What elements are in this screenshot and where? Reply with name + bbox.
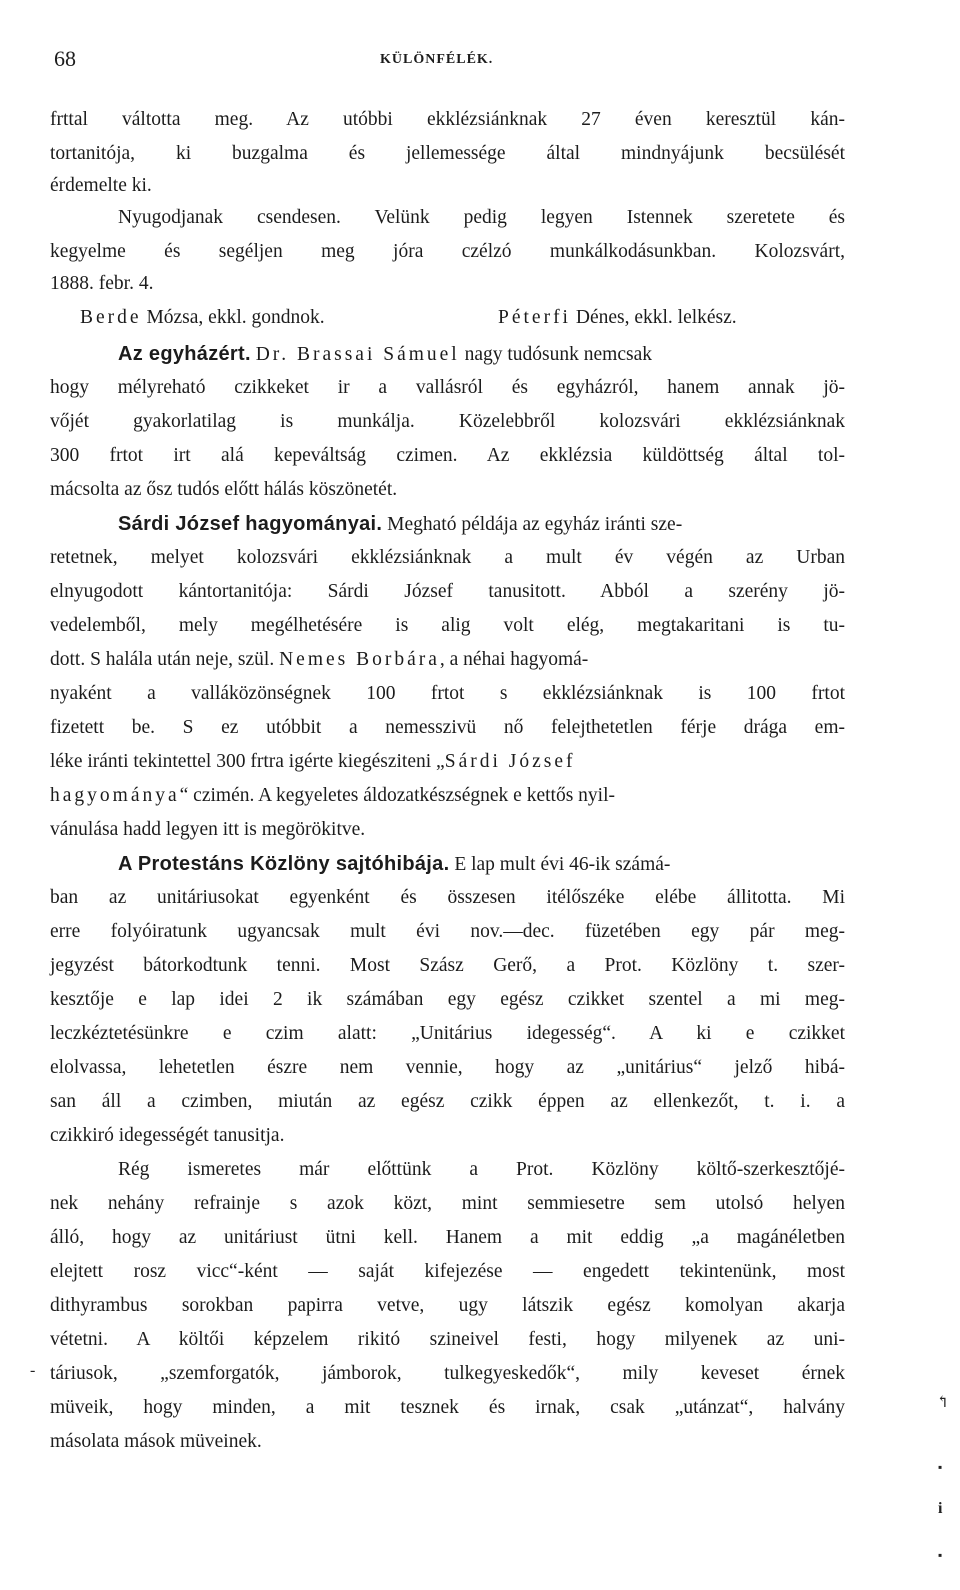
text-line: Rég ismeretes már előttünk a Prot. Közlöny költő-szerkesztőjé- [118, 1159, 845, 1180]
text-line: elnyugodott kántortanitója: Sárdi József tanusitott. Abból a szerény jö- [50, 581, 845, 602]
text-line: dithyrambus sorokban papirra vetve, ugy látszik egész komolyan akarja [50, 1295, 845, 1316]
signature-right [498, 304, 848, 332]
section-egyhazert-line [118, 340, 845, 369]
text-line: másolata mások müveinek. [50, 1431, 262, 1452]
text-line: san áll a czimben, miután az egész czikk éppen az ellenkezőt, t. i. a [50, 1091, 845, 1112]
margin-mark: ↰ [936, 1394, 950, 1411]
text-line: czikkiró idegességét tanusitja. [50, 1125, 285, 1146]
text-line: táriusok, „szemforgatók, jámborok, tulkegyeskedők“, mily keveset érnek [50, 1363, 845, 1384]
margin-dash: - [30, 1362, 36, 1379]
text-line: elejtett rosz vicc“-ként — saját kifejezése — engedett tekintenünk, most [50, 1261, 845, 1282]
text-line: vétetni. A költői képzelem rikitó szineivel festi, hogy milyenek az uni- [50, 1329, 845, 1350]
text-line: vőjét gyakorlatilag is munkálja. Közelebbről kolozsvári ekklézsiánknak [50, 411, 845, 432]
text-line: nyaként a valláközönségnek 100 frtot s ekklézsiánknak is 100 frtot [50, 683, 845, 704]
text-line: jegyzést bátorkodtunk tenni. Most Szász Gerő, a Prot. Közlöny t. szer- [50, 955, 845, 976]
spaced-name: Dr. Brassai Sámuel [255, 344, 460, 365]
text-line: érdemelte ki. [50, 175, 152, 196]
text-run: dott. S halála után neje, szül. [50, 649, 280, 670]
text-line: 1888. febr. 4. [50, 273, 154, 294]
text-line: vedelemből, mely megélhetésére is alig volt elég, megtakaritani is tu- [50, 615, 845, 636]
section-heading-protestans: A Protestáns Közlöny sajtóhibája. [118, 853, 450, 875]
section-protestans-line [118, 850, 845, 879]
text-line: elolvassa, lehetetlen észre nem vennie, hogy az „unitárius“ jelző hibá- [50, 1057, 845, 1078]
text-line: kesztője e lap idei 2 ik számában egy egész czikket szentel a mi meg- [50, 989, 845, 1010]
text-run: léke iránti tekintettel 300 frtra igérte kiegésziteni „ [50, 751, 445, 772]
signature-right-title: Dénes, ekkl. lelkész. [570, 307, 737, 328]
text-line [50, 646, 845, 674]
text-line: müveik, hogy minden, a mit tesznek és irnak, csak „utánzat“, halvány [50, 1397, 845, 1418]
text-line: retetnek, melyet kolozsvári ekklézsiánknak a mult év végén az Urban [50, 547, 845, 568]
section-heading-egyhazert: Az egyházért. [118, 343, 251, 365]
signature-left [80, 304, 480, 332]
running-title: KÜLÖNFÉLÉK. [380, 52, 494, 67]
text-line: tortanitója, ki buzgalma és jellemessége által mindnyájunk becsülését [50, 143, 845, 164]
page-number: 68 [54, 46, 76, 71]
text-run: “ czimén. A kegyeletes áldozatkészségnek e kettős nyil- [179, 785, 615, 806]
signature-left-title: Mózsa, ekkl. gondnok. [141, 307, 325, 328]
text-line: erre folyóiratunk ugyancsak mult évi nov.—dec. füzetében egy pár meg- [50, 921, 845, 942]
signature-right-name: Péterfi [498, 307, 571, 328]
text-line: leczkéztetésünkre e czim alatt: „Unitárius idegesség“. A ki e czikket [50, 1023, 845, 1044]
text-run: E lap mult évi 46-ik számá- [449, 854, 671, 875]
text-line: 300 frtot irt alá kepeváltság czimen. Az ekklézsia küldöttség által tol- [50, 445, 845, 466]
margin-mark: ▪ [938, 1460, 943, 1474]
text-line: nek nehány refrainje s azok közt, mint semmiesetre sem utolsó helyen [50, 1193, 845, 1214]
text-line: Nyugodjanak csendesen. Velünk pedig legyen Istennek szeretete és [118, 207, 845, 228]
spaced-name: hagyománya [50, 785, 180, 806]
text-line: hogy mélyreható czikkeket ir a vallásról és egyházról, hanem annak jö- [50, 377, 845, 398]
margin-mark: ▪ [938, 1548, 943, 1562]
text-run: , a néhai hagyomá- [439, 649, 589, 670]
text-line: álló, hogy az unitáriust ütni kell. Hanem a mit eddig „a magánéletben [50, 1227, 845, 1248]
text-run: Megható példája az egyház iránti sze- [382, 514, 683, 535]
margin-mark: i [938, 1500, 943, 1517]
spaced-name: Sárdi József [444, 751, 576, 772]
text-line: vánulása hadd legyen itt is megörökitve. [50, 819, 366, 840]
text-line: mácsolta az ősz tudós előtt hálás köszönetét. [50, 479, 398, 500]
text-line: frttal váltotta meg. Az utóbbi ekklézsiánknak 27 éven keresztül kán- [50, 109, 845, 130]
section-sardi-line [118, 510, 845, 539]
text-line [50, 748, 845, 776]
text-line: kegyelme és segéljen meg jóra czélzó munkálkodásunkban. Kolozsvárt, [50, 241, 845, 262]
text-line: ban az unitáriusokat egyenként és összesen itélőszéke elébe állitotta. Mi [50, 887, 845, 908]
text-line [50, 782, 845, 810]
text-line: fizetett be. S ez utóbbit a nemesszivü nő felejthetetlen férje drága em- [50, 717, 845, 738]
section-heading-sardi: Sárdi József hagyományai. [118, 513, 383, 535]
text-run: nagy tudósunk nemcsak [459, 344, 652, 365]
spaced-name: Nemes Borbára [279, 649, 440, 670]
signature-left-name: Berde [80, 307, 142, 328]
